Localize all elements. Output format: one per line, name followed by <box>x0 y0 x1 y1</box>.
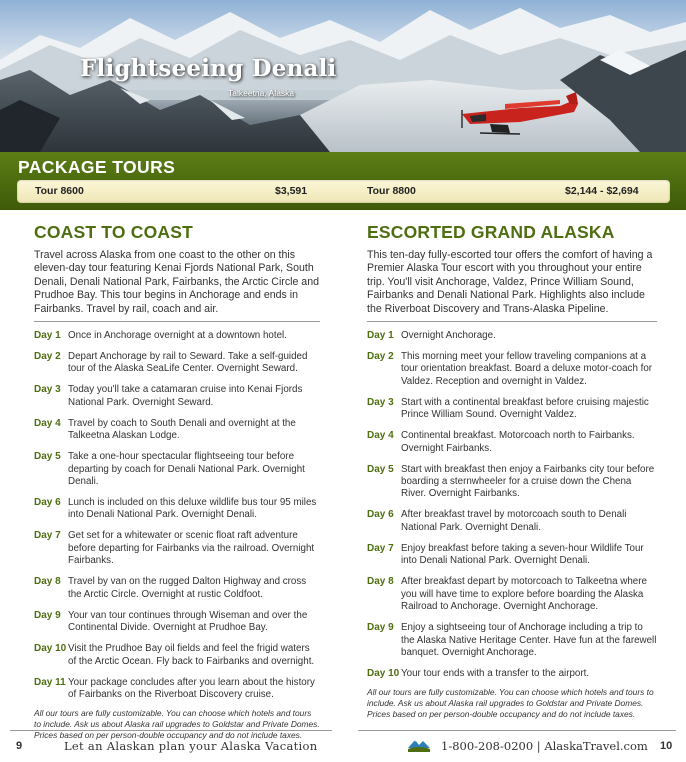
day-label: Day 9 <box>367 622 394 634</box>
itinerary-day <box>367 464 657 501</box>
day-text: Start with breakfast then enjoy a Fairbanks city tour before boarding a sternwheeler for a cruise down the Chena River. Overnight Fairbanks. <box>401 463 655 500</box>
itinerary-day <box>34 351 320 376</box>
day-label: Day 8 <box>34 576 61 588</box>
itinerary-day <box>34 384 320 409</box>
itinerary-day <box>367 576 657 613</box>
day-text: This morning meet your fellow traveling companions at a tour orientation breakfast. Board a deluxe motor-coach for Valdez. Reception and overnight in Valdez. <box>401 351 653 387</box>
day-text: Lunch is included on this deluxe wildlife bus tour 95 miles into Denali National Park. Overnight Denali. <box>68 497 317 521</box>
day-text: Your tour ends with a transfer to the airport. <box>401 667 590 679</box>
footer-rule-right <box>358 730 676 731</box>
tour-description: Travel across Alaska from one coast to the other on this eleven-day tour featuring Kenai Fjords National Park, South Denali, Denali National Park, Fairbanks, the Arctic Circle and Prudhoe Bay. This tour begins in Anchorage and ends in Fairbanks. Travel by rail, coach and air. <box>34 249 319 315</box>
day-text: Enjoy breakfast before taking a seven-hour Wildlife Tour into Denali National Park. Overnight Denali. <box>401 542 644 567</box>
escorted-grand-alaska-column <box>367 222 657 720</box>
day-label: Day 6 <box>367 509 394 521</box>
day-text: Your van tour continues through Wiseman and over the Continental Divide. Overnight at Prudhoe Bay. <box>68 609 308 634</box>
day-label: Day 8 <box>367 576 394 588</box>
day-text: Get set for a whitewater or scenic float raft adventure before departing for Fairbanks via the railroad. Overnight Fairbanks. <box>68 530 315 567</box>
hero-photo <box>0 0 686 152</box>
tour-description: This ten-day fully-escorted tour offers the comfort of having a Premier Alaska Tour escort with you throughout your entire trip. You'll visit Anchorage, Valdez, Prince William Sound, Fairbanks and Denali National Park. Highlights also include the Riverboat Discovery and Trans-Alaska Pipeline. <box>367 249 653 315</box>
itinerary <box>34 330 320 701</box>
itinerary-day <box>367 622 657 659</box>
itinerary-day <box>367 330 657 342</box>
day-text: After breakfast travel by motorcoach south to Denali National Park. Overnight Denali. <box>401 509 627 533</box>
day-label: Day 2 <box>34 351 61 363</box>
tour-heading: COAST TO COAST <box>34 222 194 242</box>
day-text: Enjoy a sightseeing tour of Anchorage including a trip to the Alaska Native Heritage Center. Have fun at the farewell banquet. Overnight Anchorage. <box>401 622 657 658</box>
day-text: Take a one-hour spectacular flightseeing tour before departing by coach for Denali National Park. Overnight Denali. <box>68 451 305 488</box>
day-label: Day 5 <box>367 463 394 475</box>
day-text: Depart Anchorage by rail to Seward. Take a self-guided tour of the Alaska SeaLife Center. Overnight Seward. <box>68 351 308 375</box>
alaska-travel-logo-icon <box>406 736 432 759</box>
day-label: Day 9 <box>34 609 61 621</box>
itinerary-day <box>34 330 320 342</box>
footer-contact[interactable]: 1-800-208-0200 | AlaskaTravel.com <box>441 739 648 753</box>
day-text: After breakfast depart by motorcoach to Talkeetna where you will have time to explore before boarding the Alaska Railroad to Anchorage. Overnight Anchorage. <box>401 576 647 613</box>
day-text: Your package concludes after you learn about the history of Fairbanks on the Riverboat Discovery cruise. <box>68 676 315 700</box>
footer-rule-left <box>10 730 332 731</box>
itinerary-day <box>34 643 320 668</box>
itinerary-day <box>367 509 657 534</box>
day-label: Day 6 <box>34 497 61 509</box>
day-label: Day 7 <box>367 542 394 554</box>
itinerary-day <box>34 677 320 702</box>
page-number-right: 10 <box>660 740 673 752</box>
itinerary-day <box>34 530 320 567</box>
price-row <box>17 180 670 203</box>
day-label: Day 3 <box>34 384 61 396</box>
page-number-left: 9 <box>16 740 23 752</box>
itinerary <box>367 330 657 680</box>
tour-8800-label: Tour 8800 <box>367 185 416 197</box>
tour-8600-price: $3,591 <box>275 185 308 197</box>
itinerary-day <box>34 451 320 488</box>
day-label: Day 4 <box>34 417 61 429</box>
day-text: Travel by coach to South Denali and overnight at the Talkeetna Alaskan Lodge. <box>68 417 296 442</box>
day-text: Overnight Anchorage. <box>401 330 496 342</box>
hero-title: Flightseeing Denali <box>80 55 337 82</box>
itinerary-day <box>367 668 657 680</box>
day-label: Day 10 <box>367 667 400 679</box>
coast-to-coast-column <box>34 222 320 741</box>
day-text: Visit the Prudhoe Bay oil fields and feel the frigid waters of the Arctic Ocean. Fly back to Fairbanks and overnight. <box>68 643 315 667</box>
day-label: Day 3 <box>367 396 394 408</box>
day-label: Day 2 <box>367 351 394 363</box>
itinerary-day <box>367 430 657 455</box>
package-tours-bar <box>0 152 686 210</box>
itinerary-day <box>34 610 320 635</box>
tour-8600-label: Tour 8600 <box>35 185 84 197</box>
day-text: Once in Anchorage overnight at a downtown hotel. <box>68 330 287 342</box>
divider <box>34 321 320 322</box>
day-label: Day 11 <box>34 676 66 688</box>
divider <box>367 321 657 322</box>
section-title: PACKAGE TOURS <box>18 157 176 177</box>
day-label: Day 5 <box>34 451 61 463</box>
itinerary-day <box>34 576 320 601</box>
day-label: Day 10 <box>34 643 67 655</box>
itinerary-day <box>367 351 657 388</box>
day-label: Day 4 <box>367 430 394 442</box>
day-label: Day 1 <box>367 330 394 342</box>
fine-print: All our tours are fully customizable. You can choose which hotels and tours to include. Ask us about Alaska rail upgrades to Goldstar and Private Domes. Prices based on per person-double occupancy and do not include taxes. <box>34 707 320 740</box>
tour-8800-price: $2,144 - $2,694 <box>565 185 639 197</box>
day-label: Day 1 <box>34 330 61 342</box>
footer-tagline: Let an Alaskan plan your Alaska Vacation <box>64 739 318 753</box>
day-text: Continental breakfast. Motorcoach north to Fairbanks. Overnight Fairbanks. <box>401 430 635 454</box>
day-text: Today you'll take a catamaran cruise into Kenai Fjords National Park. Overnight Seward. <box>68 384 303 408</box>
day-label: Day 7 <box>34 530 61 542</box>
itinerary-day <box>367 543 657 568</box>
fine-print: All our tours are fully customizable. You can choose which hotels and tours to include. Ask us about Alaska rail upgrades to Goldstar and Private Domes. Prices based on per person-double occupancy and do not include taxes. <box>367 686 654 719</box>
itinerary-day <box>367 397 657 422</box>
itinerary-day <box>34 418 320 443</box>
tour-heading: ESCORTED GRAND ALASKA <box>367 222 615 242</box>
itinerary-day <box>34 497 320 522</box>
day-text: Start with a continental breakfast before cruising majestic Prince William Sound. Overnight Valdez. <box>401 396 649 421</box>
day-text: Travel by van on the rugged Dalton Highway and cross the Arctic Circle. Overnight at rustic Coldfoot. <box>68 576 307 600</box>
hero-location: Talkeetna, Alaska <box>228 88 295 98</box>
